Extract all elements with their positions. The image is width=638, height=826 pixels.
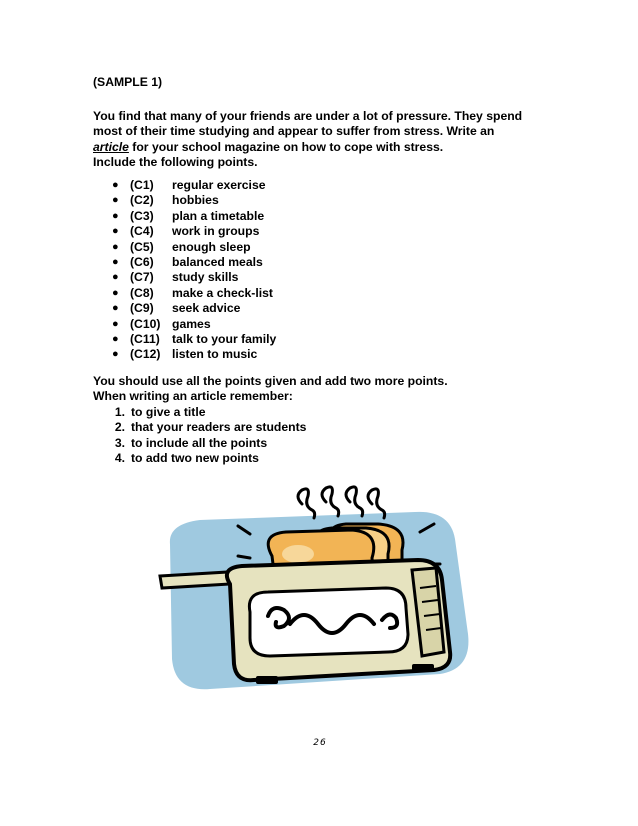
bullet-icon: ●	[112, 332, 119, 345]
steam-icon	[298, 487, 385, 518]
list-item	[93, 451, 448, 466]
point-code: (C6)	[130, 254, 154, 269]
point-text: plan a timetable	[172, 208, 265, 223]
list-item	[112, 224, 276, 239]
list-item	[112, 178, 276, 193]
task-description	[93, 109, 563, 171]
step-number: 2.	[114, 420, 125, 435]
steps-list	[93, 405, 448, 467]
point-code: (C12)	[130, 347, 161, 362]
point-code: (C8)	[130, 285, 154, 300]
task-line: You find that many of your friends are under a lot of pressure. They spend	[93, 109, 523, 123]
task-line: most of their time studying and appear to suffer from stress. Write an	[93, 124, 495, 139]
bullet-icon: ●	[112, 194, 119, 207]
bullet-icon: ●	[112, 271, 119, 284]
bullet-icon: ●	[112, 225, 119, 238]
step-number: 1.	[114, 404, 125, 419]
point-code: (C4)	[130, 224, 154, 239]
point-text: work in groups	[172, 224, 260, 239]
step-text: to add two new points	[131, 450, 259, 465]
point-text: seek advice	[172, 301, 241, 316]
list-item	[112, 193, 276, 208]
point-text: study skills	[172, 270, 239, 285]
point-text: hobbies	[172, 193, 219, 208]
point-text: games	[172, 316, 211, 331]
task-line	[93, 140, 563, 155]
list-item	[93, 405, 448, 420]
point-code: (C7)	[130, 270, 154, 285]
point-text: regular exercise	[172, 178, 266, 192]
instruction-line: You should use all the points given and add two more points.	[93, 374, 448, 388]
writing-instructions	[93, 374, 448, 466]
list-item	[112, 347, 276, 362]
list-item	[112, 301, 276, 316]
page-number: 26	[313, 738, 327, 748]
list-item	[93, 436, 448, 451]
point-text: talk to your family	[172, 331, 277, 346]
lever-icon	[160, 572, 230, 588]
points-list	[112, 178, 276, 363]
list-item	[112, 286, 276, 301]
bullet-icon: ●	[112, 348, 119, 361]
instruction-line: When writing an article remember:	[93, 389, 293, 404]
point-code: (C1)	[130, 178, 154, 192]
point-text: enough sleep	[172, 239, 251, 254]
bullet-icon: ●	[112, 286, 119, 299]
list-item	[112, 255, 276, 270]
step-number: 4.	[114, 450, 125, 465]
list-item	[93, 420, 448, 435]
list-item	[112, 240, 276, 255]
bullet-icon: ●	[112, 240, 119, 253]
list-item	[112, 209, 276, 224]
bullet-icon: ●	[112, 179, 119, 191]
list-item	[112, 270, 276, 285]
point-text: make a check-list	[172, 285, 273, 300]
bullet-icon: ●	[112, 302, 119, 315]
step-text: to include all the points	[131, 435, 268, 450]
point-text: listen to music	[172, 347, 258, 362]
step-number: 3.	[114, 435, 125, 450]
step-text: that your readers are students	[131, 420, 307, 435]
point-code: (C10)	[130, 316, 161, 331]
point-text: balanced meals	[172, 254, 263, 269]
list-item	[112, 332, 276, 347]
task-line-rest: for your school magazine on how to cope with stress.	[128, 139, 444, 154]
toaster-clipart	[150, 484, 480, 699]
decor-panel	[249, 588, 408, 656]
sample-heading: (SAMPLE 1)	[93, 75, 163, 89]
bullet-icon: ●	[112, 317, 119, 330]
article-emphasis: article	[93, 139, 129, 154]
bullet-icon: ●	[112, 209, 119, 222]
point-code: (C11)	[130, 331, 160, 346]
bullet-icon: ●	[112, 255, 119, 268]
list-item	[112, 317, 276, 332]
point-code: (C2)	[130, 193, 154, 208]
point-code: (C5)	[130, 239, 154, 254]
point-code: (C9)	[130, 301, 154, 316]
step-text: to give a title	[131, 404, 206, 419]
point-code: (C3)	[130, 208, 154, 223]
task-line: Include the following points.	[93, 155, 258, 170]
